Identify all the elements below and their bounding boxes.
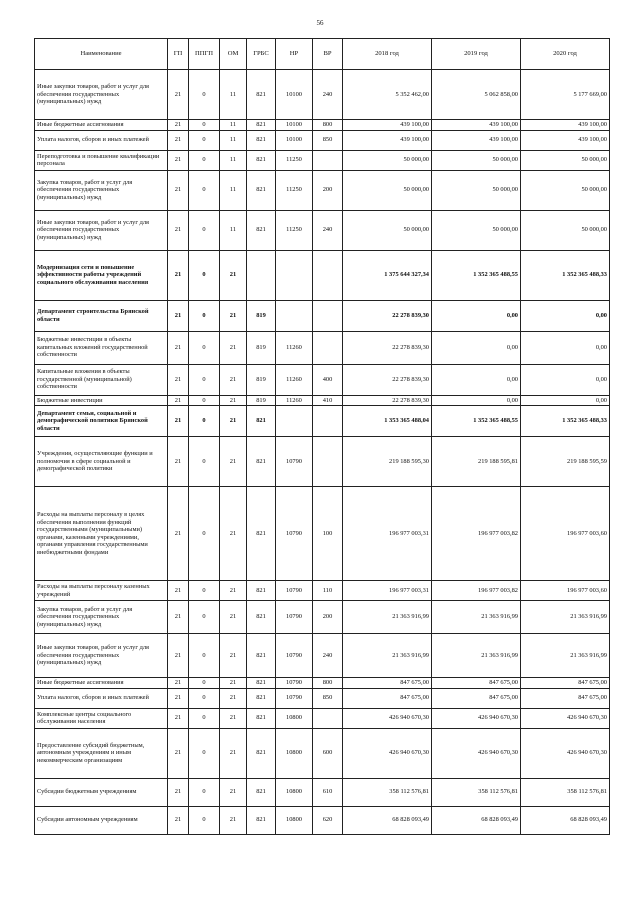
cell-ppgp: 0 [189,708,220,728]
cell-grbs: 819 [247,395,276,406]
table-row [35,300,610,331]
cell-grbs: 821 [247,806,276,834]
cell-grbs: 821 [247,678,276,689]
cell-2018: 426 940 670,30 [343,708,432,728]
cell-gp: 21 [168,406,189,437]
header-om: ОМ [220,39,247,70]
cell-nr: 10790 [276,581,313,601]
cell-name: Расходы на выплаты персоналу казенных учреждений [35,581,168,601]
cell-nr: 11260 [276,364,313,395]
cell-2018: 847 675,00 [343,678,432,689]
cell-2020: 50 000,00 [521,150,610,170]
cell-grbs: 821 [247,728,276,778]
cell-2018: 50 000,00 [343,150,432,170]
header-nr: НР [276,39,313,70]
cell-vr: 620 [313,806,343,834]
cell-om: 21 [220,806,247,834]
cell-gp: 21 [168,806,189,834]
table-row [35,395,610,406]
cell-om: 11 [220,70,247,120]
cell-2018: 219 188 595,30 [343,437,432,487]
cell-vr [313,406,343,437]
cell-nr: 10790 [276,678,313,689]
cell-name: Закупка товаров, работ и услуг для обеспечения государственных (муниципальных) нужд [35,601,168,634]
cell-vr: 100 [313,487,343,581]
cell-nr: 10100 [276,130,313,150]
cell-grbs: 821 [247,210,276,250]
cell-ppgp: 0 [189,806,220,834]
cell-om: 21 [220,581,247,601]
cell-2018: 50 000,00 [343,210,432,250]
cell-ppgp: 0 [189,728,220,778]
cell-2019: 439 100,00 [432,130,521,150]
cell-grbs: 821 [247,708,276,728]
cell-ppgp: 0 [189,150,220,170]
table-row [35,601,610,634]
cell-grbs: 821 [247,406,276,437]
cell-gp: 21 [168,728,189,778]
cell-vr: 240 [313,634,343,678]
cell-nr: 10790 [276,601,313,634]
cell-2019: 196 977 003,82 [432,487,521,581]
cell-om: 21 [220,728,247,778]
cell-2020: 50 000,00 [521,170,610,210]
cell-gp: 21 [168,70,189,120]
cell-vr: 200 [313,601,343,634]
cell-2020: 21 363 916,99 [521,601,610,634]
cell-nr: 10790 [276,487,313,581]
cell-ppgp: 0 [189,678,220,689]
table-row [35,130,610,150]
cell-om: 11 [220,130,247,150]
cell-grbs: 821 [247,778,276,806]
cell-name: Расходы на выплаты персоналу в целях обеспечения выполнения функций государственными (муниципальными) органами, казенными учреждениями, органами управления государственными внебюджетными фондами [35,487,168,581]
cell-ppgp: 0 [189,581,220,601]
cell-ppgp: 0 [189,300,220,331]
cell-om: 21 [220,487,247,581]
cell-nr: 11260 [276,331,313,364]
table-row [35,806,610,834]
cell-2018: 196 977 003,31 [343,581,432,601]
cell-2020: 1 352 365 488,33 [521,406,610,437]
cell-2018: 22 278 839,30 [343,300,432,331]
cell-2019: 21 363 916,99 [432,601,521,634]
cell-vr: 600 [313,728,343,778]
cell-om: 21 [220,395,247,406]
cell-nr: 10790 [276,437,313,487]
page-number: 56 [316,19,324,27]
cell-2018: 847 675,00 [343,688,432,708]
cell-2020: 0,00 [521,395,610,406]
cell-nr [276,250,313,300]
cell-2018: 21 363 916,99 [343,601,432,634]
table-row [35,250,610,300]
cell-2020: 68 828 093,49 [521,806,610,834]
table-row [35,634,610,678]
cell-2019: 439 100,00 [432,120,521,131]
cell-name: Иные бюджетные ассигнования [35,678,168,689]
cell-name: Закупка товаров, работ и услуг для обеспечения государственных (муниципальных) нужд [35,170,168,210]
cell-2019: 50 000,00 [432,210,521,250]
cell-nr: 10100 [276,70,313,120]
cell-grbs: 821 [247,634,276,678]
cell-2019: 1 352 365 488,55 [432,250,521,300]
cell-vr: 110 [313,581,343,601]
cell-gp: 21 [168,130,189,150]
cell-om: 11 [220,210,247,250]
cell-2020: 847 675,00 [521,688,610,708]
cell-2018: 196 977 003,31 [343,487,432,581]
cell-name: Учреждения, осуществляющие функции и полномочия в сфере социальной и демографической политики [35,437,168,487]
cell-vr: 400 [313,364,343,395]
cell-grbs: 821 [247,170,276,210]
table-row [35,728,610,778]
cell-vr [313,250,343,300]
cell-grbs [247,250,276,300]
cell-ppgp: 0 [189,395,220,406]
cell-gp: 21 [168,708,189,728]
cell-2018: 439 100,00 [343,130,432,150]
cell-nr: 10800 [276,728,313,778]
table-row [35,170,610,210]
header-2019: 2019 год [432,39,521,70]
cell-om: 11 [220,150,247,170]
cell-name: Капитальные вложения в объекты государственной (муниципальной) собственности [35,364,168,395]
cell-2018: 50 000,00 [343,170,432,210]
table-row [35,406,610,437]
cell-2020: 847 675,00 [521,678,610,689]
cell-2018: 21 363 916,99 [343,634,432,678]
cell-grbs: 821 [247,130,276,150]
cell-2020: 426 940 670,30 [521,708,610,728]
cell-gp: 21 [168,634,189,678]
cell-name: Иные закупки товаров, работ и услуг для обеспечения государственных (муниципальных) нужд [35,70,168,120]
cell-vr: 610 [313,778,343,806]
cell-gp: 21 [168,581,189,601]
header-grbs: ГРБС [247,39,276,70]
cell-2018: 22 278 839,30 [343,364,432,395]
cell-grbs: 819 [247,331,276,364]
cell-ppgp: 0 [189,364,220,395]
cell-2019: 0,00 [432,300,521,331]
cell-vr [313,300,343,331]
cell-nr: 10800 [276,778,313,806]
cell-name: Департамент строительства Брянской области [35,300,168,331]
cell-ppgp: 0 [189,210,220,250]
cell-2020: 358 112 576,81 [521,778,610,806]
cell-2020: 0,00 [521,300,610,331]
cell-vr: 410 [313,395,343,406]
cell-ppgp: 0 [189,130,220,150]
cell-name: Иные бюджетные ассигнования [35,120,168,131]
cell-2020: 196 977 003,60 [521,487,610,581]
cell-2019: 0,00 [432,331,521,364]
cell-ppgp: 0 [189,70,220,120]
cell-om: 21 [220,778,247,806]
cell-name: Уплата налогов, сборов и иных платежей [35,130,168,150]
cell-name: Субсидии автономным учреждениям [35,806,168,834]
cell-2019: 21 363 916,99 [432,634,521,678]
cell-nr: 10790 [276,634,313,678]
cell-ppgp: 0 [189,437,220,487]
cell-nr: 11250 [276,170,313,210]
table-row [35,487,610,581]
cell-2018: 1 375 644 327,34 [343,250,432,300]
cell-name: Переподготовка и повышение квалификации персонала [35,150,168,170]
header-row [35,39,610,70]
cell-2018: 22 278 839,30 [343,395,432,406]
cell-2020: 0,00 [521,331,610,364]
header-gp: ГП [168,39,189,70]
cell-vr: 800 [313,678,343,689]
cell-name: Модернизация сети и повышение эффективности работы учреждений социального обслуживания населения [35,250,168,300]
header-name: Наименование [35,39,168,70]
cell-nr: 10790 [276,688,313,708]
cell-name: Уплата налогов, сборов и иных платежей [35,688,168,708]
cell-name: Иные закупки товаров, работ и услуг для обеспечения государственных (муниципальных) нужд [35,634,168,678]
cell-2019: 0,00 [432,364,521,395]
cell-vr: 850 [313,688,343,708]
table-row [35,688,610,708]
cell-om: 21 [220,300,247,331]
cell-gp: 21 [168,678,189,689]
cell-2020: 219 188 595,59 [521,437,610,487]
cell-gp: 21 [168,150,189,170]
cell-vr [313,331,343,364]
cell-ppgp: 0 [189,170,220,210]
table-row [35,778,610,806]
cell-2019: 426 940 670,30 [432,708,521,728]
cell-2020: 50 000,00 [521,210,610,250]
cell-2018: 1 353 365 488,04 [343,406,432,437]
header-2020: 2020 год [521,39,610,70]
cell-2018: 358 112 576,81 [343,778,432,806]
cell-om: 21 [220,331,247,364]
cell-ppgp: 0 [189,601,220,634]
cell-vr: 800 [313,120,343,131]
cell-grbs: 819 [247,300,276,331]
cell-nr: 11260 [276,395,313,406]
cell-om: 21 [220,688,247,708]
cell-2020: 5 177 669,00 [521,70,610,120]
cell-ppgp: 0 [189,331,220,364]
cell-ppgp: 0 [189,120,220,131]
cell-vr: 200 [313,170,343,210]
cell-gp: 21 [168,331,189,364]
cell-2019: 426 940 670,30 [432,728,521,778]
cell-2019: 5 062 858,00 [432,70,521,120]
cell-gp: 21 [168,395,189,406]
cell-om: 11 [220,170,247,210]
table-row [35,120,610,131]
cell-grbs: 821 [247,437,276,487]
cell-gp: 21 [168,170,189,210]
cell-gp: 21 [168,210,189,250]
cell-grbs: 821 [247,150,276,170]
table-row [35,364,610,395]
cell-2020: 439 100,00 [521,120,610,131]
cell-om: 21 [220,678,247,689]
cell-om: 21 [220,708,247,728]
cell-grbs: 819 [247,364,276,395]
cell-2018: 22 278 839,30 [343,331,432,364]
cell-om: 11 [220,120,247,131]
cell-nr: 10100 [276,120,313,131]
cell-2019: 50 000,00 [432,170,521,210]
cell-2019: 196 977 003,82 [432,581,521,601]
cell-om: 21 [220,437,247,487]
cell-nr: 10800 [276,806,313,834]
cell-2020: 21 363 916,99 [521,634,610,678]
header-vr: ВР [313,39,343,70]
cell-name: Иные закупки товаров, работ и услуг для обеспечения государственных (муниципальных) нужд [35,210,168,250]
cell-om: 21 [220,406,247,437]
cell-grbs: 821 [247,581,276,601]
cell-vr [313,437,343,487]
cell-2019: 847 675,00 [432,688,521,708]
cell-2020: 1 352 365 488,33 [521,250,610,300]
cell-2019: 0,00 [432,395,521,406]
cell-name: Бюджетные инвестиции [35,395,168,406]
table-row [35,210,610,250]
cell-2019: 68 828 093,49 [432,806,521,834]
cell-2019: 358 112 576,81 [432,778,521,806]
cell-2020: 0,00 [521,364,610,395]
cell-gp: 21 [168,487,189,581]
cell-nr [276,300,313,331]
cell-vr: 850 [313,130,343,150]
cell-vr: 240 [313,70,343,120]
cell-ppgp: 0 [189,250,220,300]
table-row [35,437,610,487]
cell-name: Бюджетные инвестиции в объекты капитальных вложений государственной собственности [35,331,168,364]
table-row [35,581,610,601]
cell-ppgp: 0 [189,634,220,678]
cell-om: 21 [220,364,247,395]
cell-name: Предоставление субсидий бюджетным, автономным учреждениям и иным некоммерческим организациям [35,728,168,778]
cell-gp: 21 [168,688,189,708]
cell-gp: 21 [168,250,189,300]
cell-2018: 426 940 670,30 [343,728,432,778]
cell-ppgp: 0 [189,487,220,581]
cell-2018: 5 352 462,00 [343,70,432,120]
cell-vr [313,708,343,728]
cell-2020: 439 100,00 [521,130,610,150]
header-ppgp: ППГП [189,39,220,70]
cell-2020: 196 977 003,60 [521,581,610,601]
cell-2020: 426 940 670,30 [521,728,610,778]
table-row [35,708,610,728]
cell-name: Комплексные центры социального обслуживания населения [35,708,168,728]
cell-gp: 21 [168,364,189,395]
budget-table [34,38,610,835]
cell-grbs: 821 [247,601,276,634]
cell-nr: 11250 [276,210,313,250]
cell-grbs: 821 [247,688,276,708]
cell-ppgp: 0 [189,688,220,708]
cell-nr: 10800 [276,708,313,728]
cell-gp: 21 [168,120,189,131]
table-row [35,150,610,170]
cell-grbs: 821 [247,487,276,581]
cell-vr: 240 [313,210,343,250]
cell-2018: 439 100,00 [343,120,432,131]
cell-gp: 21 [168,437,189,487]
table-row [35,70,610,120]
cell-om: 21 [220,601,247,634]
cell-gp: 21 [168,300,189,331]
cell-2018: 68 828 093,49 [343,806,432,834]
cell-om: 21 [220,250,247,300]
cell-grbs: 821 [247,70,276,120]
cell-2019: 1 352 365 488,55 [432,406,521,437]
cell-2019: 219 188 595,81 [432,437,521,487]
cell-2019: 847 675,00 [432,678,521,689]
cell-nr [276,406,313,437]
cell-name: Субсидии бюджетным учреждениям [35,778,168,806]
cell-ppgp: 0 [189,778,220,806]
header-2018: 2018 год [343,39,432,70]
table-row [35,678,610,689]
cell-grbs: 821 [247,120,276,131]
cell-om: 21 [220,634,247,678]
cell-gp: 21 [168,778,189,806]
cell-2019: 50 000,00 [432,150,521,170]
table-row [35,331,610,364]
cell-gp: 21 [168,601,189,634]
cell-vr [313,150,343,170]
cell-name: Департамент семьи, социальной и демографической политики Брянской области [35,406,168,437]
cell-ppgp: 0 [189,406,220,437]
cell-nr: 11250 [276,150,313,170]
